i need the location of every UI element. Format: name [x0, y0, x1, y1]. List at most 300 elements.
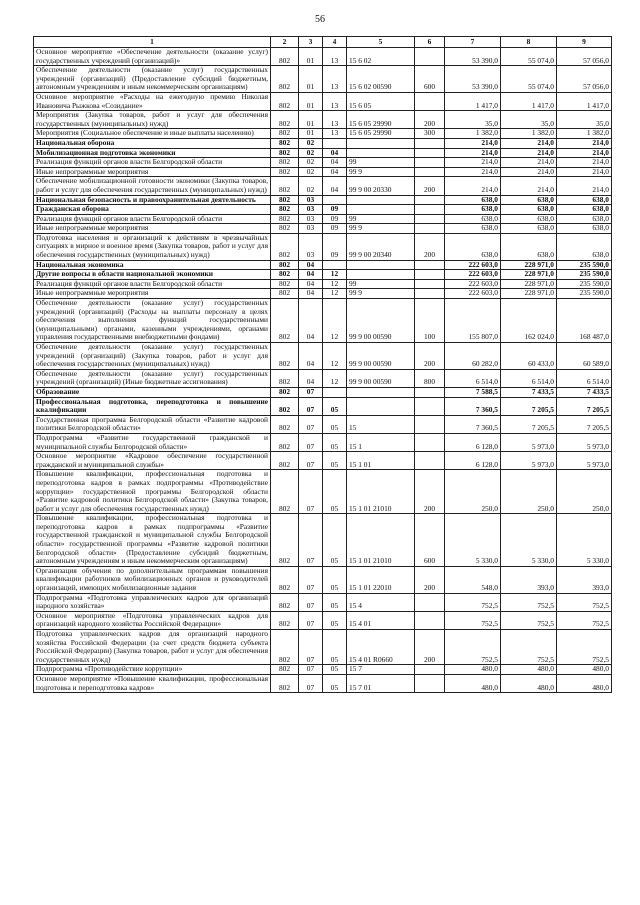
table-body [34, 48, 612, 693]
row-amount-3-cell: 214,0 [557, 138, 612, 148]
table-row [34, 343, 612, 370]
row-amount-2-cell: 250,0 [501, 470, 557, 514]
row-amount-3-cell: 638,0 [557, 233, 612, 260]
row-subsection-cell: 05 [323, 674, 347, 692]
row-admin-cell: 802 [271, 129, 299, 139]
row-amount-3-cell: 5 973,0 [557, 433, 612, 451]
row-admin-cell: 802 [271, 48, 299, 66]
row-expense-type-cell [415, 397, 445, 415]
row-expense-type-cell: 200 [415, 566, 445, 593]
row-name-cell: Обеспечение деятельности (оказание услуг) государственных учреждений (организаций) (Предоставление субсидий бюджетным, автономным учреждениям и иным некоммерческим организациям) [34, 66, 271, 93]
col-header-amount-1: 7 [445, 37, 501, 48]
row-amount-3-cell: 638,0 [557, 214, 612, 224]
row-amount-2-cell: 228 971,0 [501, 270, 557, 280]
row-expense-type-cell: 100 [415, 299, 445, 343]
row-name-cell: Повышение квалификации, профессиональная подготовка и переподготовка кадров в рамках подпрограммы «Развитие государственной гражданской и муниципальной службы Белгородской области» государственной программы «Развитие кадровой политики Белгородской области» (Предоставление субсидий бюджетным, автономным учреждениям и иным некоммерческим организациям) [34, 514, 271, 567]
row-target-cell: 99 9 00 00590 [347, 369, 415, 387]
table-row [34, 397, 612, 415]
row-amount-1-cell: 7 360,5 [445, 397, 501, 415]
row-expense-type-cell [415, 674, 445, 692]
row-expense-type-cell: 600 [415, 514, 445, 567]
row-amount-2-cell: 228 971,0 [501, 260, 557, 270]
row-target-cell: 99 [347, 279, 415, 289]
row-section-cell: 03 [299, 224, 323, 234]
row-amount-2-cell: 393,0 [501, 566, 557, 593]
budget-table [33, 36, 612, 693]
row-section-cell: 02 [299, 158, 323, 168]
row-amount-3-cell: 752,5 [557, 630, 612, 665]
row-admin-cell: 802 [271, 195, 299, 205]
row-expense-type-cell [415, 260, 445, 270]
row-amount-3-cell: 57 056,0 [557, 66, 612, 93]
row-amount-3-cell: 638,0 [557, 224, 612, 234]
row-target-cell [347, 205, 415, 215]
row-amount-1-cell: 214,0 [445, 177, 501, 195]
row-subsection-cell: 13 [323, 129, 347, 139]
row-subsection-cell: 13 [323, 111, 347, 129]
row-subsection-cell: 09 [323, 214, 347, 224]
row-amount-3-cell: 168 487,0 [557, 299, 612, 343]
row-expense-type-cell [415, 415, 445, 433]
row-section-cell: 07 [299, 387, 323, 397]
row-amount-2-cell: 638,0 [501, 224, 557, 234]
row-target-cell [347, 195, 415, 205]
row-amount-2-cell: 638,0 [501, 205, 557, 215]
row-amount-1-cell: 480,0 [445, 665, 501, 675]
row-name-cell: Подпрограмма «Подготовка управленческих кадров для организаций народного хозяйства» [34, 593, 271, 611]
row-subsection-cell: 12 [323, 299, 347, 343]
table-row [34, 205, 612, 215]
row-amount-2-cell: 5 330,0 [501, 514, 557, 567]
table-row [34, 566, 612, 593]
row-subsection-cell: 05 [323, 665, 347, 675]
row-section-cell: 03 [299, 205, 323, 215]
row-name-cell: Подготовка управленческих кадров для организаций народного хозяйства Российской Федерации (за счет средств бюджета субъекта Российской Федерации) (Закупка товаров, работ и услуг для обеспечения государственных нужд) [34, 630, 271, 665]
row-section-cell: 07 [299, 630, 323, 665]
row-subsection-cell: 05 [323, 433, 347, 451]
row-admin-cell: 802 [271, 260, 299, 270]
row-target-cell: 15 6 05 29990 [347, 111, 415, 129]
row-name-cell: Обеспечение деятельности (оказание услуг) государственных учреждений (организаций) (Закупка товаров, работ и услуг для обеспечения государственных (муниципальных) нужд) [34, 343, 271, 370]
row-expense-type-cell [415, 387, 445, 397]
row-target-cell [347, 260, 415, 270]
row-amount-2-cell: 5 973,0 [501, 433, 557, 451]
row-section-cell: 07 [299, 397, 323, 415]
row-name-cell: Основное мероприятие «Подготовка управленческих кадров для организаций народного хозяйства Российской Федерации» [34, 611, 271, 629]
row-target-cell: 15 7 01 [347, 674, 415, 692]
row-amount-3-cell: 1 382,0 [557, 129, 612, 139]
row-subsection-cell: 04 [323, 177, 347, 195]
row-amount-1-cell: 60 282,0 [445, 343, 501, 370]
row-subsection-cell: 09 [323, 233, 347, 260]
row-section-cell: 03 [299, 195, 323, 205]
row-expense-type-cell: 600 [415, 66, 445, 93]
row-name-cell: Обеспечение мобилизационной готовности экономики (Закупка товаров, работ и услуг для обеспечения государственных (муниципальных) нужд) [34, 177, 271, 195]
row-amount-1-cell: 35,0 [445, 111, 501, 129]
row-admin-cell: 802 [271, 233, 299, 260]
row-name-cell: Подготовка населения и организаций к действиям в чрезвычайных ситуациях в мирное и военное время (Закупка товаров, работ и услуг для обеспечения государственных (муниципальных) нужд) [34, 233, 271, 260]
row-subsection-cell: 12 [323, 343, 347, 370]
row-section-cell: 07 [299, 566, 323, 593]
row-name-cell: Обеспечение деятельности (оказание услуг) государственных учреждений (организаций) (Иные бюджетные ассигнования) [34, 369, 271, 387]
row-amount-1-cell: 752,5 [445, 630, 501, 665]
row-target-cell: 15 1 01 21010 [347, 470, 415, 514]
row-amount-2-cell: 638,0 [501, 214, 557, 224]
row-amount-2-cell: 638,0 [501, 233, 557, 260]
row-amount-1-cell: 548,0 [445, 566, 501, 593]
row-admin-cell: 802 [271, 279, 299, 289]
row-expense-type-cell [415, 138, 445, 148]
row-name-cell: Реализация функций органов власти Белгородской области [34, 158, 271, 168]
row-amount-1-cell: 752,5 [445, 611, 501, 629]
row-amount-3-cell: 7 205,5 [557, 397, 612, 415]
row-target-cell: 15 1 01 [347, 452, 415, 470]
row-subsection-cell: 09 [323, 205, 347, 215]
row-amount-3-cell: 480,0 [557, 674, 612, 692]
row-section-cell: 07 [299, 415, 323, 433]
row-name-cell: Подпрограмма «Противодействие коррупции» [34, 665, 271, 675]
row-target-cell: 15 4 01 [347, 611, 415, 629]
col-header-expense-type: 6 [415, 37, 445, 48]
row-amount-1-cell: 214,0 [445, 138, 501, 148]
row-amount-1-cell: 7 360,5 [445, 415, 501, 433]
row-amount-3-cell: 480,0 [557, 665, 612, 675]
row-target-cell: 99 9 [347, 289, 415, 299]
row-amount-1-cell: 155 807,0 [445, 299, 501, 343]
row-expense-type-cell [415, 611, 445, 629]
row-amount-2-cell: 752,5 [501, 611, 557, 629]
row-target-cell [347, 148, 415, 158]
col-header-admin: 2 [271, 37, 299, 48]
row-amount-2-cell: 228 971,0 [501, 279, 557, 289]
col-header-name: 1 [34, 37, 271, 48]
row-name-cell: Профессиональная подготовка, переподготовка и повышение квалификации [34, 397, 271, 415]
row-section-cell: 07 [299, 665, 323, 675]
row-admin-cell: 802 [271, 630, 299, 665]
row-expense-type-cell [415, 224, 445, 234]
row-amount-1-cell: 222 603,0 [445, 270, 501, 280]
row-admin-cell: 802 [271, 224, 299, 234]
row-amount-2-cell: 7 433,5 [501, 387, 557, 397]
row-name-cell: Подпрограмма «Развитие государственной гражданской и муниципальной службы Белгородской области» [34, 433, 271, 451]
row-subsection-cell [323, 387, 347, 397]
row-amount-1-cell: 480,0 [445, 674, 501, 692]
row-subsection-cell: 04 [323, 158, 347, 168]
row-target-cell: 99 9 00 00590 [347, 299, 415, 343]
row-admin-cell: 802 [271, 214, 299, 224]
row-expense-type-cell: 200 [415, 233, 445, 260]
row-amount-3-cell: 752,5 [557, 593, 612, 611]
row-subsection-cell: 05 [323, 566, 347, 593]
row-name-cell: Мероприятия (Социальное обеспечение и иные выплаты населению) [34, 129, 271, 139]
row-admin-cell: 802 [271, 270, 299, 280]
row-name-cell: Мобилизационная подготовка экономики [34, 148, 271, 158]
row-amount-1-cell: 7 588,5 [445, 387, 501, 397]
row-expense-type-cell [415, 593, 445, 611]
row-expense-type-cell [415, 167, 445, 177]
row-expense-type-cell [415, 195, 445, 205]
row-section-cell: 04 [299, 289, 323, 299]
row-amount-2-cell: 55 074,0 [501, 66, 557, 93]
table-row [34, 92, 612, 110]
row-section-cell: 01 [299, 111, 323, 129]
row-amount-3-cell: 235 590,0 [557, 279, 612, 289]
row-expense-type-cell [415, 270, 445, 280]
row-section-cell: 04 [299, 279, 323, 289]
row-amount-2-cell: 214,0 [501, 177, 557, 195]
row-amount-3-cell: 638,0 [557, 205, 612, 215]
row-subsection-cell: 05 [323, 611, 347, 629]
row-amount-3-cell: 214,0 [557, 167, 612, 177]
row-target-cell: 15 4 [347, 593, 415, 611]
row-amount-1-cell: 638,0 [445, 214, 501, 224]
table-row [34, 452, 612, 470]
row-target-cell: 15 6 05 [347, 92, 415, 110]
row-amount-2-cell: 214,0 [501, 158, 557, 168]
row-name-cell: Реализация функций органов власти Белгородской области [34, 214, 271, 224]
row-subsection-cell: 04 [323, 167, 347, 177]
row-expense-type-cell [415, 158, 445, 168]
row-amount-2-cell: 35,0 [501, 111, 557, 129]
row-admin-cell: 802 [271, 452, 299, 470]
row-name-cell: Основное мероприятие «Обеспечение деятельности (оказание услуг) государственных учреждений (организаций)» [34, 48, 271, 66]
row-amount-3-cell: 57 056,0 [557, 48, 612, 66]
row-name-cell: Реализация функций органов власти Белгородской области [34, 279, 271, 289]
row-name-cell: Повышение квалификации, профессиональная подготовка и переподготовка кадров в рамках подпрограммы «Противодействие коррупции» государственной программы Белгородской области «Развитие кадровой политики Белгородской области» (Закупка товаров, работ и услуг для обеспечения государственных нужд) [34, 470, 271, 514]
row-section-cell: 02 [299, 148, 323, 158]
row-admin-cell: 802 [271, 514, 299, 567]
row-amount-2-cell: 162 024,0 [501, 299, 557, 343]
row-amount-2-cell: 55 074,0 [501, 48, 557, 66]
row-target-cell [347, 387, 415, 397]
row-subsection-cell: 04 [323, 148, 347, 158]
row-amount-1-cell: 222 603,0 [445, 260, 501, 270]
row-subsection-cell: 13 [323, 48, 347, 66]
row-admin-cell: 802 [271, 415, 299, 433]
row-amount-2-cell: 1 382,0 [501, 129, 557, 139]
row-target-cell: 99 9 00 20330 [347, 177, 415, 195]
table-row [34, 674, 612, 692]
row-amount-1-cell: 638,0 [445, 224, 501, 234]
row-target-cell: 15 6 02 [347, 48, 415, 66]
row-amount-1-cell: 638,0 [445, 195, 501, 205]
row-expense-type-cell: 200 [415, 630, 445, 665]
col-header-amount-2: 8 [501, 37, 557, 48]
row-admin-cell: 802 [271, 433, 299, 451]
row-amount-1-cell: 638,0 [445, 205, 501, 215]
row-section-cell: 07 [299, 514, 323, 567]
row-expense-type-cell [415, 92, 445, 110]
row-amount-3-cell: 1 417,0 [557, 92, 612, 110]
row-amount-1-cell: 53 390,0 [445, 48, 501, 66]
row-target-cell: 99 9 00 00590 [347, 343, 415, 370]
row-section-cell: 04 [299, 369, 323, 387]
row-target-cell: 99 [347, 158, 415, 168]
row-name-cell: Основное мероприятие «Повышение квалификации, профессиональная подготовка и переподготовка кадров» [34, 674, 271, 692]
row-expense-type-cell [415, 48, 445, 66]
row-subsection-cell: 12 [323, 270, 347, 280]
row-section-cell: 07 [299, 470, 323, 514]
row-amount-2-cell: 60 433,0 [501, 343, 557, 370]
row-admin-cell: 802 [271, 138, 299, 148]
row-target-cell: 15 1 01 21010 [347, 514, 415, 567]
row-section-cell: 03 [299, 214, 323, 224]
row-subsection-cell: 09 [323, 224, 347, 234]
col-header-target: 5 [347, 37, 415, 48]
row-target-cell: 15 7 [347, 665, 415, 675]
row-amount-2-cell: 638,0 [501, 195, 557, 205]
row-expense-type-cell: 200 [415, 343, 445, 370]
row-name-cell: Основное мероприятие «Кадровое обеспечение государственной гражданской и муниципальной службы» [34, 452, 271, 470]
row-name-cell: Национальная экономика [34, 260, 271, 270]
row-expense-type-cell [415, 452, 445, 470]
row-subsection-cell: 05 [323, 470, 347, 514]
row-amount-2-cell: 214,0 [501, 148, 557, 158]
row-subsection-cell: 05 [323, 593, 347, 611]
table-row [34, 270, 612, 280]
row-admin-cell: 802 [271, 566, 299, 593]
row-admin-cell: 802 [271, 92, 299, 110]
row-amount-2-cell: 752,5 [501, 593, 557, 611]
row-admin-cell: 802 [271, 177, 299, 195]
row-amount-3-cell: 5 973,0 [557, 452, 612, 470]
table-row [34, 224, 612, 234]
row-name-cell: Обеспечение деятельности (оказание услуг) государственных учреждений (организаций) (Расходы на выплаты персоналу в целях обеспечения выполнения функций государственными (муниципальными) органами, казенными учреждениями, органами управления государственными внебюджетными фондами) [34, 299, 271, 343]
table-row [34, 611, 612, 629]
row-subsection-cell: 05 [323, 452, 347, 470]
table-row [34, 415, 612, 433]
row-section-cell: 07 [299, 611, 323, 629]
row-amount-3-cell: 214,0 [557, 158, 612, 168]
row-amount-1-cell: 6 514,0 [445, 369, 501, 387]
row-expense-type-cell [415, 289, 445, 299]
row-admin-cell: 802 [271, 674, 299, 692]
header-row [34, 37, 612, 48]
row-amount-2-cell: 480,0 [501, 665, 557, 675]
row-section-cell: 07 [299, 433, 323, 451]
row-target-cell: 15 1 01 22010 [347, 566, 415, 593]
row-section-cell: 03 [299, 233, 323, 260]
row-expense-type-cell [415, 279, 445, 289]
row-subsection-cell: 12 [323, 369, 347, 387]
row-amount-3-cell: 60 589,0 [557, 343, 612, 370]
row-name-cell: Государственная программа Белгородской области «Развитие кадровой политики Белгородской области» [34, 415, 271, 433]
row-admin-cell: 802 [271, 148, 299, 158]
row-amount-2-cell: 214,0 [501, 138, 557, 148]
row-amount-2-cell: 480,0 [501, 674, 557, 692]
row-amount-1-cell: 1 417,0 [445, 92, 501, 110]
row-amount-3-cell: 7 205,5 [557, 415, 612, 433]
row-admin-cell: 802 [271, 593, 299, 611]
row-section-cell: 01 [299, 129, 323, 139]
table-row [34, 111, 612, 129]
row-admin-cell: 802 [271, 299, 299, 343]
row-amount-3-cell: 393,0 [557, 566, 612, 593]
table-row [34, 129, 612, 139]
row-target-cell: 15 4 01 R0660 [347, 630, 415, 665]
row-section-cell: 04 [299, 270, 323, 280]
row-name-cell: Мероприятия (Закупка товаров, работ и услуг для обеспечения государственных (муниципальных) нужд) [34, 111, 271, 129]
row-amount-1-cell: 752,5 [445, 593, 501, 611]
row-section-cell: 02 [299, 138, 323, 148]
row-amount-1-cell: 6 128,0 [445, 452, 501, 470]
row-target-cell [347, 138, 415, 148]
row-amount-3-cell: 638,0 [557, 195, 612, 205]
table-row [34, 299, 612, 343]
table-row [34, 369, 612, 387]
row-expense-type-cell [415, 433, 445, 451]
row-amount-3-cell: 250,0 [557, 470, 612, 514]
row-admin-cell: 802 [271, 369, 299, 387]
row-target-cell: 99 9 [347, 224, 415, 234]
row-subsection-cell: 12 [323, 289, 347, 299]
table-row [34, 593, 612, 611]
row-subsection-cell [323, 138, 347, 148]
row-name-cell: Другие вопросы в области национальной экономики [34, 270, 271, 280]
row-target-cell: 15 6 02 00590 [347, 66, 415, 93]
row-amount-1-cell: 638,0 [445, 233, 501, 260]
row-amount-1-cell: 222 603,0 [445, 279, 501, 289]
row-expense-type-cell [415, 665, 445, 675]
row-name-cell: Национальная безопасность и правоохранительная деятельность [34, 195, 271, 205]
row-admin-cell: 802 [271, 397, 299, 415]
row-target-cell [347, 270, 415, 280]
table-row [34, 195, 612, 205]
row-expense-type-cell: 800 [415, 369, 445, 387]
row-expense-type-cell [415, 148, 445, 158]
row-admin-cell: 802 [271, 158, 299, 168]
row-name-cell: Гражданская оборона [34, 205, 271, 215]
row-name-cell: Иные непрограммные мероприятия [34, 167, 271, 177]
row-target-cell: 99 9 [347, 167, 415, 177]
row-amount-3-cell: 752,5 [557, 611, 612, 629]
row-target-cell [347, 397, 415, 415]
row-admin-cell: 802 [271, 470, 299, 514]
row-section-cell: 01 [299, 48, 323, 66]
row-target-cell: 99 [347, 214, 415, 224]
row-name-cell: Иные непрограммные мероприятия [34, 289, 271, 299]
row-admin-cell: 802 [271, 205, 299, 215]
row-amount-2-cell: 1 417,0 [501, 92, 557, 110]
row-amount-1-cell: 6 128,0 [445, 433, 501, 451]
row-amount-3-cell: 7 433,5 [557, 387, 612, 397]
row-expense-type-cell: 200 [415, 177, 445, 195]
table-row [34, 514, 612, 567]
row-section-cell: 07 [299, 674, 323, 692]
table-row [34, 233, 612, 260]
row-section-cell: 02 [299, 177, 323, 195]
row-admin-cell: 802 [271, 167, 299, 177]
row-expense-type-cell: 300 [415, 129, 445, 139]
row-subsection-cell: 12 [323, 279, 347, 289]
row-amount-2-cell: 214,0 [501, 167, 557, 177]
row-expense-type-cell: 200 [415, 470, 445, 514]
row-expense-type-cell [415, 214, 445, 224]
row-name-cell: Основное мероприятие «Расходы на ежегодную премию Николая Ивановича Рыжкова «Созидание» [34, 92, 271, 110]
col-header-amount-3: 9 [557, 37, 612, 48]
row-amount-1-cell: 1 382,0 [445, 129, 501, 139]
row-amount-2-cell: 5 973,0 [501, 452, 557, 470]
row-section-cell: 07 [299, 593, 323, 611]
row-amount-3-cell: 35,0 [557, 111, 612, 129]
row-amount-2-cell: 752,5 [501, 630, 557, 665]
table-row [34, 138, 612, 148]
row-name-cell: Организация обучения по дополнительным программам повышения квалификации работников мобилизационных органов и руководителей организаций, имеющих мобилизационные задания [34, 566, 271, 593]
row-section-cell: 04 [299, 299, 323, 343]
col-header-section: 3 [299, 37, 323, 48]
row-admin-cell: 802 [271, 611, 299, 629]
row-subsection-cell: 05 [323, 415, 347, 433]
